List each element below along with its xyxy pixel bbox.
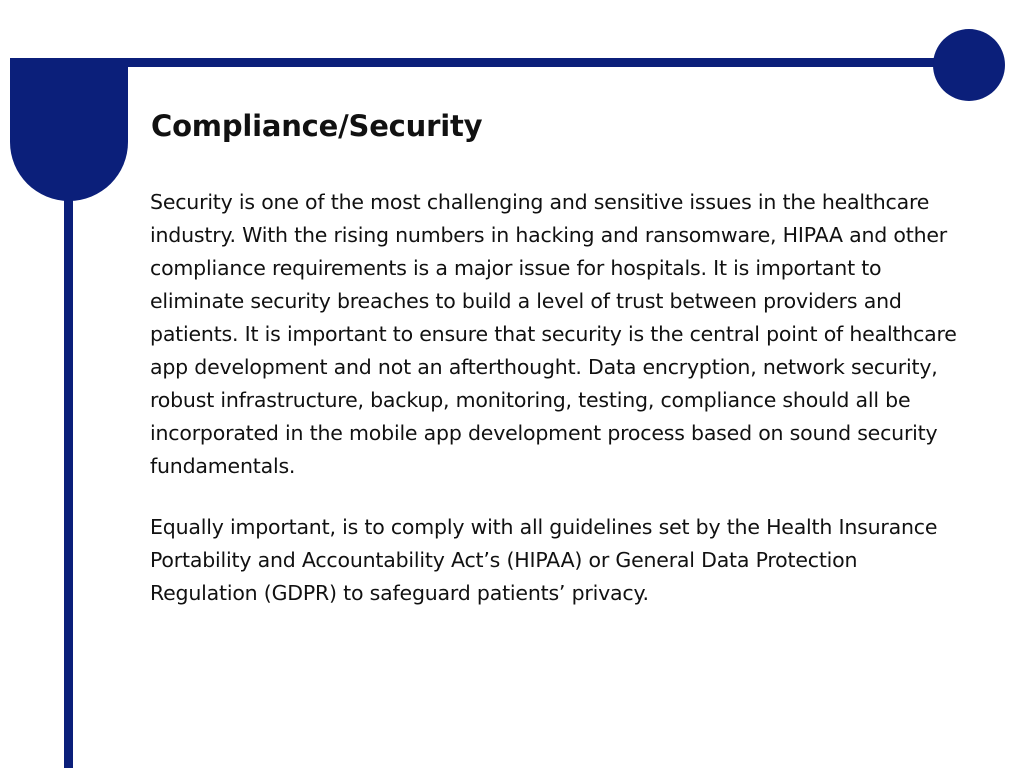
slide-title: Compliance/Security bbox=[151, 109, 483, 143]
body-paragraph-compliance: Equally important, is to comply with all guidelines set by the Health Insurance Portability and Accountability Act’s (HIPAA) or General Data Protection Regulation (GDPR) to safeguard patients’ privacy. bbox=[150, 515, 938, 605]
slide-body bbox=[150, 186, 960, 638]
left-vertical-accent-bar bbox=[64, 150, 73, 768]
top-accent-bar bbox=[10, 58, 960, 67]
body-paragraph-security: Security is one of the most challenging and sensitive issues in the healthcare industry. With the rising numbers in hacking and ransomware, HIPAA and other compliance requirements is a major issue for hospitals. It is important to eliminate security breaches to build a level of trust between providers and patients. It is important to ensure that security is the central point of healthcare app development and not an afterthought. Data encryption, network security, robust infrastructure, backup, monitoring, testing, compliance should all be incorporated in the mobile app development process based on sound security fundamentals. bbox=[150, 190, 957, 478]
corner-circle-decoration bbox=[933, 29, 1005, 101]
